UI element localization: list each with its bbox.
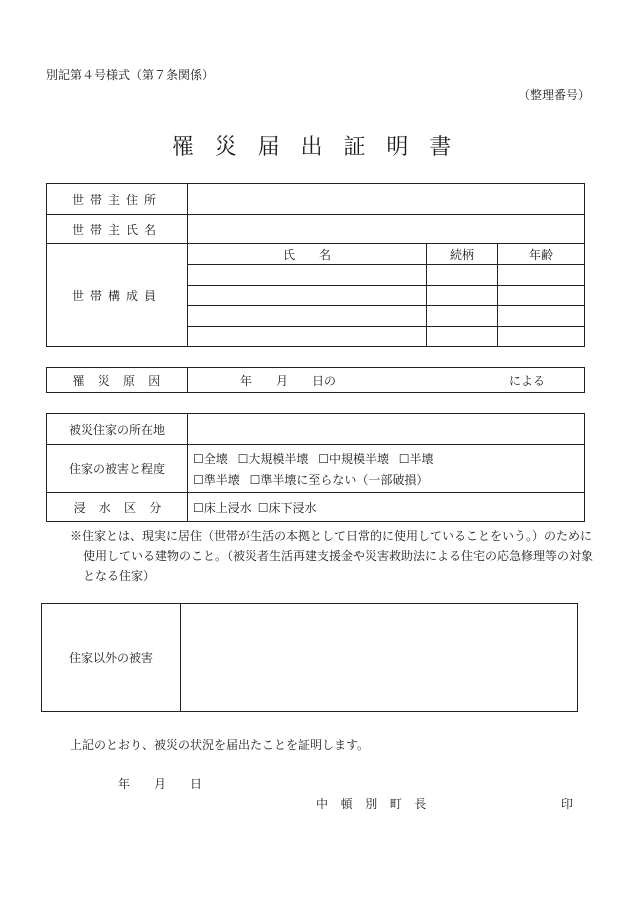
house-damage-label: 住家の被害と程度 <box>68 462 165 476</box>
member-name-field[interactable] <box>188 286 426 305</box>
serial-number-label: （整理番号） <box>518 88 591 102</box>
household-members-label: 世帯構成員 <box>71 288 162 303</box>
member-name-header: 氏 名 <box>282 247 331 262</box>
checkbox-half-collapse[interactable]: ☐半壊 <box>398 452 434 466</box>
member-age-field[interactable] <box>498 327 584 346</box>
house-location-field[interactable] <box>188 414 584 444</box>
member-age-field[interactable] <box>498 306 584 326</box>
member-relationship-field[interactable] <box>427 265 497 285</box>
checkbox-large-half-collapse[interactable]: ☐大規模半壊 <box>237 452 309 466</box>
cause-suffix-text: による <box>509 373 546 388</box>
checkbox-quasi-half-collapse[interactable]: ☐準半壊 <box>193 473 240 487</box>
note-line: となる住家） <box>83 569 156 583</box>
member-relationship-field[interactable] <box>427 327 497 346</box>
certification-statement: 上記のとおり、被災の状況を届出たことを証明します。 <box>70 738 370 752</box>
checkbox-above-floor-flooding[interactable]: ☐床上浸水 <box>193 500 252 515</box>
damage-options-row <box>193 471 428 488</box>
cause-field[interactable] <box>340 368 500 392</box>
flood-category-label: 浸水区分 <box>73 500 175 515</box>
member-relationship-header: 続柄 <box>449 247 474 262</box>
householder-address-field[interactable] <box>188 184 584 214</box>
cause-date-text: 年 月 日の <box>240 373 337 388</box>
member-name-field[interactable] <box>188 265 426 285</box>
member-age-field[interactable] <box>498 286 584 305</box>
checkbox-total-collapse[interactable]: ☐全壊 <box>193 452 228 466</box>
flood-options-row <box>193 493 317 521</box>
member-relationship-field[interactable] <box>427 286 497 305</box>
checkbox-partial-damage[interactable]: ☐準半壊に至らない（一部破損） <box>249 473 429 487</box>
member-age-header: 年齢 <box>528 247 553 262</box>
householder-name-label: 世帯主氏名 <box>71 222 162 237</box>
other-damage-field[interactable] <box>181 604 577 711</box>
member-relationship-field[interactable] <box>427 306 497 326</box>
certification-date: 年 月 日 <box>118 777 203 791</box>
seal-mark: 印 <box>561 797 574 811</box>
member-name-field[interactable] <box>188 327 426 346</box>
householder-address-label: 世帯主住所 <box>71 192 162 207</box>
house-location-label: 被災住家の所在地 <box>68 422 165 437</box>
damage-options-row <box>193 450 434 467</box>
other-damage-label: 住家以外の被害 <box>68 651 153 665</box>
document-title: 罹災届出証明書 <box>171 135 473 160</box>
member-age-field[interactable] <box>498 265 584 285</box>
householder-name-field[interactable] <box>188 215 584 243</box>
checkbox-medium-half-collapse[interactable]: ☐中規模半壊 <box>318 452 389 466</box>
note-line: 使用している建物のこと。（被災者生活再建支援金や災害救助法による住宅の応急修理等の対象 <box>83 549 594 563</box>
member-name-field[interactable] <box>188 306 426 326</box>
mayor-title: 中頓別町長 <box>316 797 440 811</box>
checkbox-below-floor-flooding[interactable]: ☐床下浸水 <box>257 500 317 515</box>
form-reference: 別記第４号様式（第７条関係） <box>46 68 215 82</box>
cause-label: 罹災原因 <box>72 373 174 388</box>
note-line: ※住家とは、現実に居住（世帯が生活の本拠として日常的に使用していることをいう。）のために <box>70 529 593 543</box>
